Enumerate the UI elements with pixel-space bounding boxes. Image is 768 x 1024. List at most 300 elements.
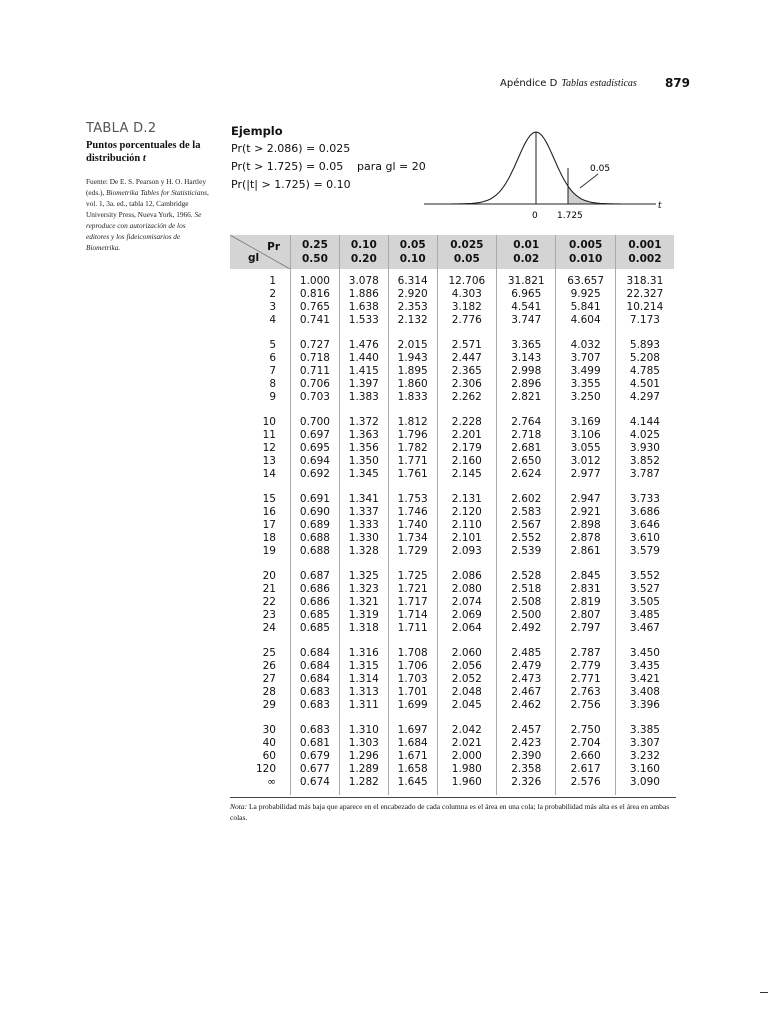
critical-value-cell: 1.638 [339, 301, 388, 314]
column-header [556, 235, 615, 269]
critical-value-cell: 4.785 [615, 365, 674, 378]
table-row [230, 378, 674, 391]
critical-value-cell: 1.296 [339, 750, 388, 763]
running-head-section: Apéndice D [500, 78, 558, 89]
critical-value-cell: 0.683 [291, 686, 340, 699]
critical-value-cell: 2.052 [437, 673, 496, 686]
critical-value-cell: 1.319 [339, 609, 388, 622]
critical-value-cell: 7.173 [615, 314, 674, 333]
degrees-of-freedom-cell: 9 [269, 391, 276, 403]
critical-value-cell: 1.310 [339, 718, 388, 737]
critical-value-cell: 0.706 [291, 378, 340, 391]
critical-value-cell: 2.479 [497, 660, 556, 673]
critical-value-cell: 3.408 [615, 686, 674, 699]
critical-value-cell: 2.718 [497, 429, 556, 442]
critical-value-cell: 3.707 [556, 352, 615, 365]
critical-value-cell: 2.571 [437, 333, 496, 352]
degrees-of-freedom-cell: 26 [262, 660, 276, 672]
critical-value-cell: 0.691 [291, 487, 340, 506]
critical-value-cell: 0.674 [291, 776, 340, 795]
degrees-of-freedom-cell: 14 [262, 468, 276, 480]
critical-value-cell: 1.753 [388, 487, 437, 506]
table-row [230, 737, 674, 750]
critical-value-cell: 2.131 [437, 487, 496, 506]
critical-value-cell: 1.684 [388, 737, 437, 750]
critical-value-cell: 12.706 [437, 269, 496, 288]
table-row [230, 609, 674, 622]
critical-value-cell: 1.703 [388, 673, 437, 686]
critical-value-cell: 2.583 [497, 506, 556, 519]
degrees-of-freedom-cell: 4 [269, 314, 276, 326]
critical-value-cell: 2.567 [497, 519, 556, 532]
critical-value-cell: 3.610 [615, 532, 674, 545]
degrees-of-freedom-cell: 28 [262, 686, 276, 698]
critical-value-cell: 5.893 [615, 333, 674, 352]
critical-value-cell: 2.756 [556, 699, 615, 718]
critical-value-cell: 2.787 [556, 641, 615, 660]
critical-value-cell: 2.262 [437, 391, 496, 410]
table-row [230, 699, 674, 718]
critical-value-cell: 3.467 [615, 622, 674, 641]
header-two-tail: 0.05 [453, 253, 480, 265]
critical-value-cell: 0.711 [291, 365, 340, 378]
critical-value-cell: 1.303 [339, 737, 388, 750]
critical-value-cell: 2.771 [556, 673, 615, 686]
critical-value-cell: 2.821 [497, 391, 556, 410]
critical-value-cell: 0.689 [291, 519, 340, 532]
critical-value-cell: 0.688 [291, 532, 340, 545]
column-header [437, 235, 496, 269]
critical-value-cell: 1.316 [339, 641, 388, 660]
critical-value-cell: 3.385 [615, 718, 674, 737]
critical-value-cell: 3.852 [615, 455, 674, 468]
header-two-tail: 0.20 [350, 253, 377, 265]
critical-value-cell: 2.101 [437, 532, 496, 545]
note-text: La probabilidad más baja que aparece en el encabezado de cada columna es el área en una cola; la probabilidad más alta es el área en ambas colas. [230, 802, 670, 822]
critical-value-cell: 1.289 [339, 763, 388, 776]
header-two-tail: 0.10 [399, 253, 426, 265]
critical-value-cell: 1.960 [437, 776, 496, 795]
degrees-of-freedom-cell: 18 [262, 532, 276, 544]
critical-value-cell: 63.657 [556, 269, 615, 288]
critical-value-cell: 5.208 [615, 352, 674, 365]
critical-value-cell: 2.462 [497, 699, 556, 718]
critical-value-cell: 2.896 [497, 378, 556, 391]
table-row [230, 365, 674, 378]
critical-value-cell: 2.365 [437, 365, 496, 378]
critical-value-cell: 9.925 [556, 288, 615, 301]
table-row [230, 314, 674, 333]
t-distribution-curve [420, 126, 670, 222]
critical-value-cell: 2.060 [437, 641, 496, 660]
degrees-of-freedom-cell: 23 [262, 609, 276, 621]
table-body [230, 269, 674, 795]
source-mid: , vol. 1, 3a. ed., tabla 12, Cambridge University Press, Nueva York, 1966. [86, 188, 209, 219]
critical-value-cell: 3.232 [615, 750, 674, 763]
table-row [230, 641, 674, 660]
degrees-of-freedom-cell: 20 [262, 570, 276, 582]
critical-value-cell: 3.106 [556, 429, 615, 442]
critical-value-cell: 1.697 [388, 718, 437, 737]
critical-value-cell: 1.356 [339, 442, 388, 455]
critical-value-cell: 2.831 [556, 583, 615, 596]
area-label: 0.05 [590, 164, 611, 174]
critical-value-cell: 2.977 [556, 468, 615, 487]
degrees-of-freedom-cell: 10 [262, 416, 276, 428]
critical-value-cell: 3.421 [615, 673, 674, 686]
critical-value-cell: 2.861 [556, 545, 615, 564]
degrees-of-freedom-cell: 17 [262, 519, 276, 531]
critical-value-cell: 3.182 [437, 301, 496, 314]
degrees-of-freedom-cell: 25 [262, 647, 276, 659]
source-book: Biometrika Tables for Statisticians [106, 188, 207, 197]
critical-value-cell: 0.684 [291, 673, 340, 686]
table-row [230, 622, 674, 641]
critical-value-cell: 2.704 [556, 737, 615, 750]
corner-gl-label: gl [248, 252, 260, 264]
corner-diagonal [230, 235, 290, 269]
table-title-variable: t [142, 153, 146, 164]
table-row [230, 455, 674, 468]
table-row [230, 673, 674, 686]
critical-value-cell: 0.816 [291, 288, 340, 301]
header-one-tail: 0.10 [350, 239, 377, 251]
critical-value-cell: 2.485 [497, 641, 556, 660]
critical-value-cell: 2.447 [437, 352, 496, 365]
table-row [230, 506, 674, 519]
example-line-1: Pr(t > 2.086) = 0.025 [231, 142, 351, 155]
critical-value-cell: 1.314 [339, 673, 388, 686]
critical-value-cell: 3.435 [615, 660, 674, 673]
critical-value-cell: 1.886 [339, 288, 388, 301]
critical-value-cell: 2.602 [497, 487, 556, 506]
critical-value-cell: 1.282 [339, 776, 388, 795]
critical-value-cell: 4.032 [556, 333, 615, 352]
critical-value-cell: 1.895 [388, 365, 437, 378]
critical-value-cell: 3.930 [615, 442, 674, 455]
critical-value-cell: 4.297 [615, 391, 674, 410]
critical-value-cell: 1.315 [339, 660, 388, 673]
critical-value-cell: 1.725 [388, 564, 437, 583]
critical-value-cell: 2.797 [556, 622, 615, 641]
area-pointer [580, 174, 598, 188]
critical-value-cell: 2.776 [437, 314, 496, 333]
critical-value-cell: 1.717 [388, 596, 437, 609]
corner-pr-label: Pr [267, 241, 280, 253]
critical-value-cell: 2.878 [556, 532, 615, 545]
header-two-tail: 0.010 [569, 253, 603, 265]
critical-value-cell: 2.508 [497, 596, 556, 609]
critical-value-cell: 0.692 [291, 468, 340, 487]
critical-value-cell: 3.733 [615, 487, 674, 506]
table-row [230, 410, 674, 429]
critical-value-cell: 2.457 [497, 718, 556, 737]
critical-value-cell: 1.671 [388, 750, 437, 763]
critical-value-cell: 4.303 [437, 288, 496, 301]
critical-value-cell: 0.694 [291, 455, 340, 468]
table-row [230, 564, 674, 583]
source-pre: Fuente: De E. S. Pearson y H. O. Hartley (eds.), [86, 177, 206, 197]
critical-value-cell: 2.750 [556, 718, 615, 737]
critical-value-cell: 0.727 [291, 333, 340, 352]
critical-value-cell: 0.741 [291, 314, 340, 333]
table-row [230, 301, 674, 314]
critical-value-cell: 2.617 [556, 763, 615, 776]
t-distribution-table [230, 235, 674, 795]
critical-value-cell: 2.492 [497, 622, 556, 641]
table-row [230, 763, 674, 776]
header-one-tail: 0.01 [513, 239, 540, 251]
critical-value-cell: 1.323 [339, 583, 388, 596]
column-header [497, 235, 556, 269]
critical-value-cell: 2.069 [437, 609, 496, 622]
column-header [339, 235, 388, 269]
critical-value-cell: 1.333 [339, 519, 388, 532]
critical-value-cell: 3.450 [615, 641, 674, 660]
critical-value-cell: 2.539 [497, 545, 556, 564]
critical-value-cell: 3.686 [615, 506, 674, 519]
critical-value-cell: 1.337 [339, 506, 388, 519]
critical-value-cell: 3.307 [615, 737, 674, 750]
critical-value-cell: 3.505 [615, 596, 674, 609]
table-note [230, 797, 676, 823]
critical-value-cell: 1.708 [388, 641, 437, 660]
critical-value-cell: 0.690 [291, 506, 340, 519]
critical-value-cell: 2.921 [556, 506, 615, 519]
critical-value-cell: 1.415 [339, 365, 388, 378]
critical-value-cell: 1.658 [388, 763, 437, 776]
table-row [230, 532, 674, 545]
critical-value-cell: 3.143 [497, 352, 556, 365]
critical-value-cell: 2.000 [437, 750, 496, 763]
critical-value-cell: 1.711 [388, 622, 437, 641]
table-row [230, 429, 674, 442]
note-label: Nota: [230, 802, 248, 811]
running-head [500, 78, 692, 89]
critical-value-cell: 1.782 [388, 442, 437, 455]
table-row [230, 660, 674, 673]
critical-value-cell: 2.819 [556, 596, 615, 609]
table-row [230, 333, 674, 352]
example-df: para gl = 20 [357, 160, 426, 173]
degrees-of-freedom-cell: 24 [262, 622, 276, 634]
critical-value-cell: 2.467 [497, 686, 556, 699]
degrees-of-freedom-cell: 13 [262, 455, 276, 467]
table-row [230, 391, 674, 410]
degrees-of-freedom-cell: 22 [262, 596, 276, 608]
critical-value-cell: 3.078 [339, 269, 388, 288]
critical-value-cell: 4.541 [497, 301, 556, 314]
critical-value-cell: 0.684 [291, 660, 340, 673]
critical-label: 1.725 [557, 211, 583, 221]
critical-value-cell: 1.372 [339, 410, 388, 429]
critical-value-cell: 3.012 [556, 455, 615, 468]
critical-value-cell: 1.706 [388, 660, 437, 673]
critical-value-cell: 0.703 [291, 391, 340, 410]
critical-value-cell: 3.485 [615, 609, 674, 622]
critical-value-cell: 2.528 [497, 564, 556, 583]
table-row [230, 487, 674, 506]
critical-value-cell: 4.501 [615, 378, 674, 391]
table-row [230, 776, 674, 795]
header-two-tail: 0.02 [513, 253, 540, 265]
critical-value-cell: 1.330 [339, 532, 388, 545]
degrees-of-freedom-cell: 16 [262, 506, 276, 518]
example-heading: Ejemplo [231, 124, 283, 138]
critical-value-cell: 1.746 [388, 506, 437, 519]
critical-value-cell: 3.160 [615, 763, 674, 776]
critical-value-cell: 3.396 [615, 699, 674, 718]
critical-value-cell: 1.345 [339, 468, 388, 487]
critical-value-cell: 1.328 [339, 545, 388, 564]
degrees-of-freedom-cell: ∞ [267, 776, 276, 788]
critical-value-cell: 2.624 [497, 468, 556, 487]
critical-value-cell: 2.056 [437, 660, 496, 673]
critical-value-cell: 2.110 [437, 519, 496, 532]
critical-value-cell: 2.898 [556, 519, 615, 532]
degrees-of-freedom-cell: 3 [269, 301, 276, 313]
critical-value-cell: 10.214 [615, 301, 674, 314]
degrees-of-freedom-cell: 60 [262, 750, 276, 762]
critical-value-cell: 0.679 [291, 750, 340, 763]
critical-value-cell: 1.701 [388, 686, 437, 699]
degrees-of-freedom-cell: 29 [262, 699, 276, 711]
table-row [230, 545, 674, 564]
critical-value-cell: 0.681 [291, 737, 340, 750]
critical-value-cell: 1.721 [388, 583, 437, 596]
critical-value-cell: 2.660 [556, 750, 615, 763]
table-row [230, 352, 674, 365]
degrees-of-freedom-cell: 8 [269, 378, 276, 390]
column-header [291, 235, 340, 269]
zero-label: 0 [532, 211, 538, 221]
table-label: TABLA D.2 [86, 121, 157, 136]
critical-value-cell: 2.998 [497, 365, 556, 378]
critical-value-cell: 2.045 [437, 699, 496, 718]
critical-value-cell: 2.093 [437, 545, 496, 564]
critical-value-cell: 2.145 [437, 468, 496, 487]
upper-tail-area [568, 186, 636, 204]
critical-value-cell: 2.086 [437, 564, 496, 583]
critical-value-cell: 0.700 [291, 410, 340, 429]
critical-value-cell: 2.080 [437, 583, 496, 596]
table-header-row [230, 235, 674, 269]
degrees-of-freedom-cell: 5 [269, 339, 276, 351]
critical-value-cell: 1.476 [339, 333, 388, 352]
critical-value-cell: 2.518 [497, 583, 556, 596]
header-one-tail: 0.05 [399, 239, 426, 251]
critical-value-cell: 2.120 [437, 506, 496, 519]
critical-value-cell: 1.397 [339, 378, 388, 391]
source-permission: Se reproduce con autorización de los editores y los fideicomisarios de [86, 210, 202, 241]
critical-value-cell: 22.327 [615, 288, 674, 301]
critical-value-cell: 2.074 [437, 596, 496, 609]
critical-value-cell: 1.000 [291, 269, 340, 288]
t-axis-label: t [658, 201, 662, 211]
critical-value-cell: 0.684 [291, 641, 340, 660]
critical-value-cell: 2.920 [388, 288, 437, 301]
critical-value-cell: 1.533 [339, 314, 388, 333]
critical-value-cell: 3.552 [615, 564, 674, 583]
table-row [230, 442, 674, 455]
critical-value-cell: 4.144 [615, 410, 674, 429]
critical-value-cell: 31.821 [497, 269, 556, 288]
critical-value-cell: 2.576 [556, 776, 615, 795]
critical-value-cell: 1.734 [388, 532, 437, 545]
critical-value-cell: 2.021 [437, 737, 496, 750]
critical-value-cell: 6.965 [497, 288, 556, 301]
header-two-tail: 0.50 [301, 253, 328, 265]
critical-value-cell: 2.201 [437, 429, 496, 442]
critical-value-cell: 1.363 [339, 429, 388, 442]
critical-value-cell: 2.353 [388, 301, 437, 314]
critical-value-cell: 0.685 [291, 622, 340, 641]
critical-value-cell: 5.841 [556, 301, 615, 314]
header-one-tail: 0.005 [569, 239, 603, 251]
critical-value-cell: 2.807 [556, 609, 615, 622]
critical-value-cell: 1.980 [437, 763, 496, 776]
critical-value-cell: 1.313 [339, 686, 388, 699]
degrees-of-freedom-cell: 1 [269, 275, 276, 287]
critical-value-cell: 1.943 [388, 352, 437, 365]
critical-value-cell: 1.729 [388, 545, 437, 564]
degrees-of-freedom-cell: 12 [262, 442, 276, 454]
header-two-tail: 0.002 [628, 253, 662, 265]
degrees-of-freedom-cell: 30 [262, 724, 276, 736]
degrees-of-freedom-cell: 19 [262, 545, 276, 557]
critical-value-cell: 3.747 [497, 314, 556, 333]
table-row [230, 269, 674, 288]
critical-value-cell: 0.683 [291, 718, 340, 737]
critical-value-cell: 3.169 [556, 410, 615, 429]
critical-value-cell: 2.326 [497, 776, 556, 795]
critical-value-cell: 0.683 [291, 699, 340, 718]
critical-value-cell: 2.015 [388, 333, 437, 352]
critical-value-cell: 2.042 [437, 718, 496, 737]
critical-value-cell: 1.645 [388, 776, 437, 795]
critical-value-cell: 0.677 [291, 763, 340, 776]
critical-value-cell: 2.423 [497, 737, 556, 750]
table-row [230, 468, 674, 487]
critical-value-cell: 1.714 [388, 609, 437, 622]
critical-value-cell: 1.812 [388, 410, 437, 429]
critical-value-cell: 2.064 [437, 622, 496, 641]
example-line-3: Pr(|t| > 1.725) = 0.10 [231, 178, 351, 191]
table-row [230, 750, 674, 763]
critical-value-cell: 1.318 [339, 622, 388, 641]
critical-value-cell: 2.947 [556, 487, 615, 506]
table-row [230, 519, 674, 532]
column-header [388, 235, 437, 269]
critical-value-cell: 1.740 [388, 519, 437, 532]
critical-value-cell: 3.250 [556, 391, 615, 410]
critical-value-cell: 2.179 [437, 442, 496, 455]
critical-value-cell: 0.686 [291, 596, 340, 609]
critical-value-cell: 2.764 [497, 410, 556, 429]
page-number: 879 [664, 76, 690, 90]
critical-value-cell: 1.771 [388, 455, 437, 468]
critical-value-cell: 3.527 [615, 583, 674, 596]
critical-value-cell: 2.228 [437, 410, 496, 429]
critical-value-cell: 2.552 [497, 532, 556, 545]
critical-value-cell: 3.787 [615, 468, 674, 487]
critical-value-cell: 0.765 [291, 301, 340, 314]
critical-value-cell: 2.779 [556, 660, 615, 673]
source-citation [86, 176, 210, 253]
degrees-of-freedom-cell: 120 [255, 763, 276, 775]
critical-value-cell: 1.860 [388, 378, 437, 391]
critical-value-cell: 2.845 [556, 564, 615, 583]
